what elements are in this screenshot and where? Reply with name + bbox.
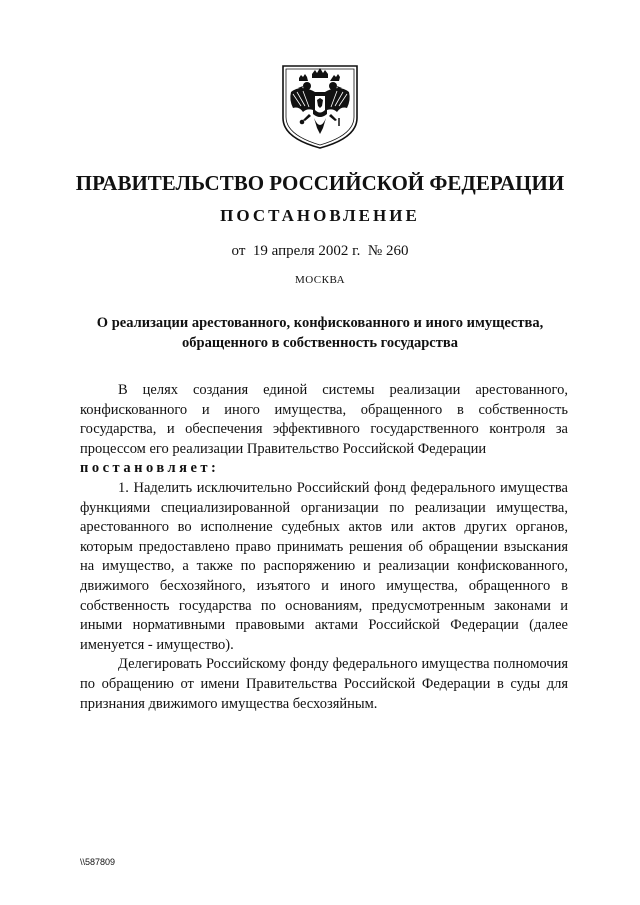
document-type: ПОСТАНОВЛЕНИЕ <box>220 206 420 225</box>
preamble-paragraph <box>80 381 568 479</box>
document-code: \\587809 <box>80 857 116 867</box>
operative-verb: постановляет: <box>80 460 220 477</box>
document-subject <box>80 313 560 353</box>
item-1-paragraph: 1. Наделить исключительно Российский фонд федерального имущества функциями специализированной организации по реализации имущества, арестованного во исполнение судебных актов или актов других органов, которым предоставлено право принимать решения об обращении взыскания на имущество, а также по распоряжению и реализации конфискованного, движимого бесхозяйного, изъятого и иного имущества, обращенного в собственность государства по основаниям, предусмотренным законами и иными нормативными правовыми актами Российской Федерации (далее именуется - имущество). <box>80 479 568 653</box>
delegation-paragraph: Делегировать Российскому фонду федерального имущества полномочия по обращению от имени Правительства Российской Федерации в суды для признания движимого имущества бесхозяйным. <box>80 656 568 712</box>
subject-line-2: обращенного в собственность государства <box>182 335 458 351</box>
date-and-number: от 19 апреля 2002 г. № 260 <box>231 243 409 259</box>
government-title: ПРАВИТЕЛЬСТВО РОССИЙСКОЙ ФЕДЕРАЦИИ <box>75 171 565 195</box>
subject-line-1: О реализации арестованного, конфискованного и иного имущества, <box>96 315 544 331</box>
document-body <box>80 381 568 714</box>
preamble-text: В целях создания единой системы реализации арестованного, конфискованного и иного имущества, обращенного в собственность государства, и обеспечения эффективного государственного контроля за процессом его реализации Правительство Российской Федерации <box>80 382 568 457</box>
coat-of-arms-icon <box>279 62 361 150</box>
city: МОСКВА <box>294 274 346 286</box>
